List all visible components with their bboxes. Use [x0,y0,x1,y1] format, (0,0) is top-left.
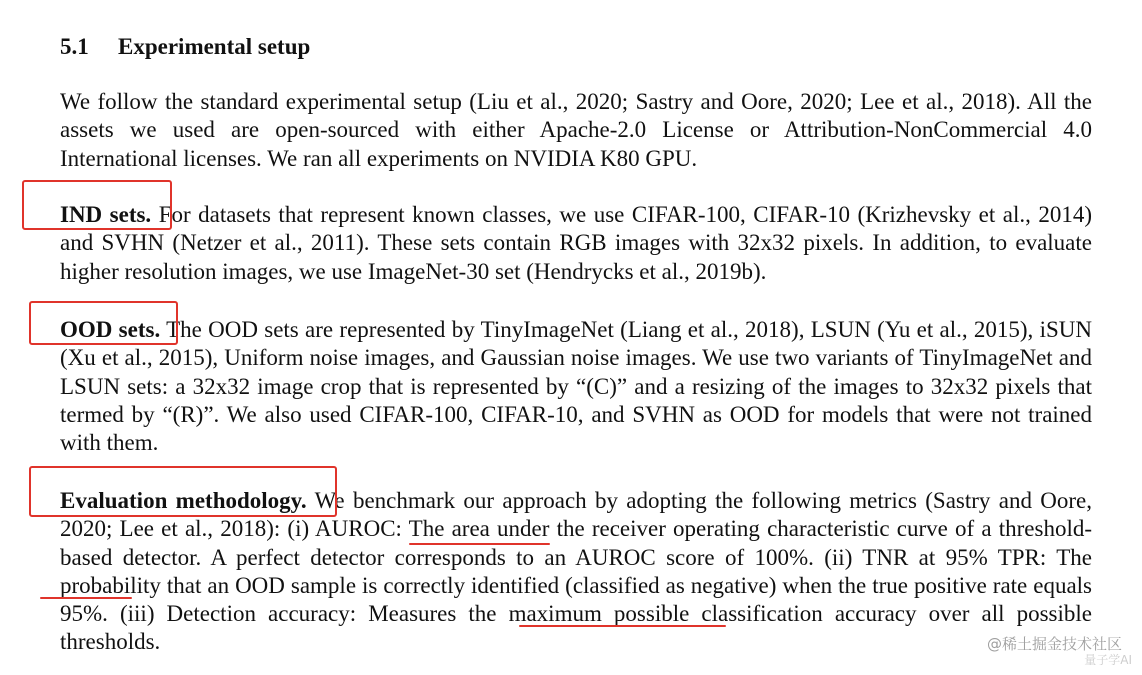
section-heading [60,34,310,60]
ind-sets-heading: IND sets. [60,202,152,227]
watermark: @稀土掘金技术社区 [986,635,1122,653]
watermark-subtext: 量子学AI [1084,653,1132,667]
ind-sets-highlight-box [22,180,172,230]
section-title: Experimental setup [118,34,311,59]
detection-accuracy-underline [519,625,726,627]
ood-sets-highlight-box [29,301,178,345]
evaluation-heading: Evaluation methodology. [60,488,307,513]
evaluation-text: We benchmark our approach by adopting the following metrics (Sastry and Oore, 2020; Lee et al., 2018): (i) AUROC: The area under the receiver operating characteristic curve of a threshold-based detector. A perfect detector corresponds to an AUROC score of 100%. (ii) TNR at 95% TPR: The probability that an OOD sample is correctly identified (classified as negative) when the true positive rate equals 95%. (iii) Detection accuracy: Measures the maximum possible classification accuracy over all possible thresholds. [60,488,1092,655]
tnr-underline [40,597,132,599]
ood-sets-text: The OOD sets are represented by TinyImageNet (Liang et al., 2018), LSUN (Yu et al., 2015), iSUN (Xu et al., 2015), Uniform noise images, and Gaussian noise images. We use two variants of TinyImageNet and LSUN sets: a 32x32 image crop that is represented by “(C)” and a resizing of the images to 32x32 pixels that termed by “(R)”. We also used CIFAR-100, CIFAR-10, and SVHN as OOD for models that were not trained with them. [60,317,1092,456]
evaluation-highlight-box [29,466,337,517]
auroc-underline [409,543,550,545]
intro-paragraph: We follow the standard experimental setup (Liu et al., 2020; Sastry and Oore, 2020; Lee et al., 2018). All the assets we used are open-sourced with either Apache-2.0 License or Attribution-NonCommercial 4.0 International licenses. We ran all experiments on NVIDIA K80 GPU. [60,89,1092,171]
ood-sets-paragraph [60,316,1092,457]
ind-sets-paragraph [60,201,1092,286]
ind-sets-text: For datasets that represent known classes, we use CIFAR-100, CIFAR-10 (Krizhevsky et al., 2014) and SVHN (Netzer et al., 2011). These sets contain RGB images with 32x32 pixels. In addition, to evaluate higher resolution images, we use ImageNet-30 set (Hendrycks et al., 2019b). [60,202,1092,284]
section-number: 5.1 [60,34,89,59]
ood-sets-heading: OOD sets. [60,317,161,342]
